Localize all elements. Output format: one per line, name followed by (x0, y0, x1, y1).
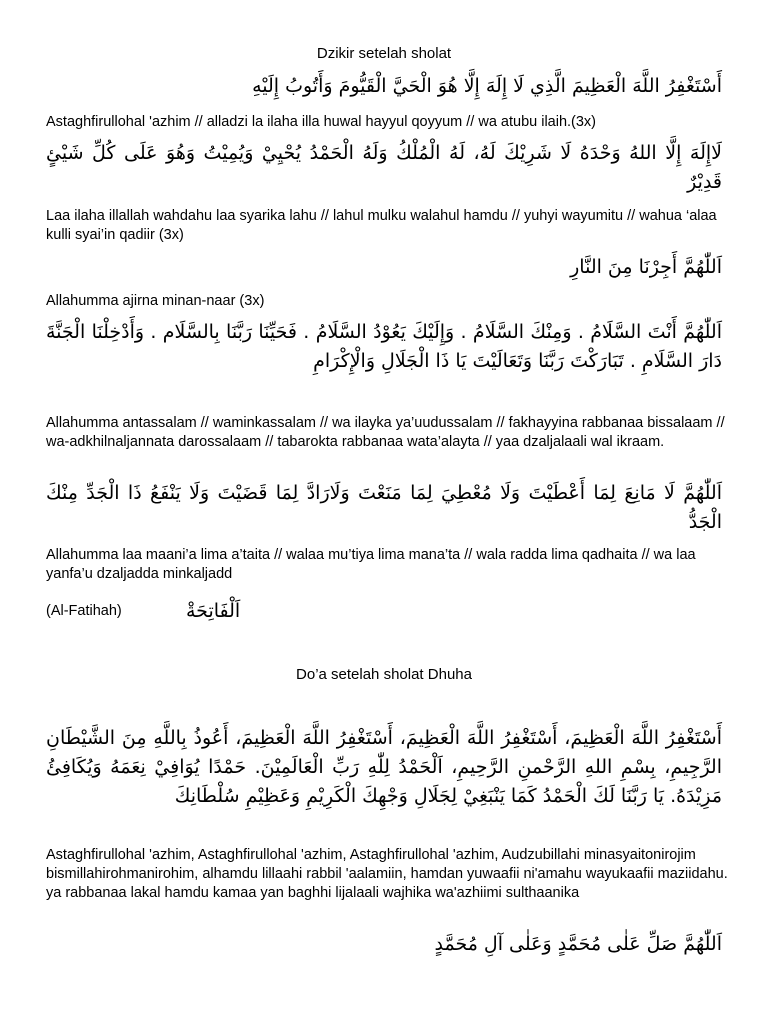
fatihah-arabic: اَلْفَاتِحَةْ (186, 600, 241, 622)
dzikir-2-arabic: لَاإِلَهَ إِلَّا اللهُ وَحْدَهُ لَا شَرِيْكَ لَهُ، لَهُ الْمُلْكُ وَلَهُ الْحَمْدُ يُحْيِيْ وَيُمِيْتُ وَهُوَ عَلَى كُلِّ شَيْئٍ قَدِيْرٌ (46, 142, 722, 193)
dzikir-4-latin: Allahumma antassalam // waminkassalam // wa ilayka ya’uudussalam // fakhayyina rabbanaa bissalaam // wa-adkhilnaljannata darossalaam // tabarokta rabbanaa wata’alayta // yaa dzaljalaali wal ikraam. (46, 415, 725, 450)
fatihah-latin: (Al-Fatihah) (46, 603, 122, 619)
dzikir-section-title: Dzikir setelah sholat (316, 45, 452, 62)
dhuha-1-arabic: أَسْتَغْفِرُ اللَّهَ الْعَظِيمَ، أَسْتَغْفِرُ اللَّهَ الْعَظِيمَ، أَسْتَغْفِرُ اللَّهَ الْعَظِيمَ، أَعُوذُ بِاللَّهِ مِنَ الشَّيْطَانِ الرَّجِيمِ، بِسْمِ اللهِ الرَّحْمنِ الرَّحِيمِ، اَلْحَمْدُ لِلّٰهِ رَبِّ الْعَالَمِيْنَ. حَمْدًا يُوَافِيْ نِعَمَهُ وَيُكَافِئُ مَزِيْدَهُ. يَا رَبَّنَا لَكَ الْحَمْدُ كَمَا يَنْبَغِيْ لِجَلَالِ وَجْهِكَ الْكَرِيْمِ وَعَظِيْمِ سُلْطَانِكَ (46, 727, 722, 807)
dhuha-2-arabic: اَللّٰهُمَّ صَلِّ عَلٰى مُحَمَّدٍ وَعَلٰى آلِ مُحَمَّدٍ (434, 933, 722, 955)
dzikir-4-arabic: اَللّٰهُمَّ أَنْتَ السَّلَامُ . وَمِنْكَ السَّلَامُ . وَإِلَيْكَ يَعُوْدُ السَّلَامُ . فَحَيِّنَا رَبَّنَا بِالسَّلَام . وَأَدْخِلْنَا الْجَنَّةَ دَارَ السَّلَامِ . تَبَارَكْتَ رَبَّنَا وَتَعَالَيْتَ يَا ذَا الْجَلَالِ وَالْإِكْرَامِ (46, 321, 722, 372)
dzikir-1-latin: Astaghfirullohal 'azhim // alladzi la ilaha illa huwal hayyul qoyyum // wa atubu ilaih.(3x) (46, 114, 597, 130)
dzikir-5-latin: Allahumma laa maani’a lima a’taita // walaa mu’tiya lima mana’ta // wala radda lima qadhaita // wa laa yanfa’u dzaljadda minkaljadd (46, 547, 696, 582)
dzikir-5-arabic: اَللّٰهُمَّ لَا مَانِعَ لِمَا أَعْطَيْتَ وَلَا مُعْطِيَ لِمَا مَنَعْتَ وَلَارَادَّ لِمَا قَضَيْتَ وَلَا يَنْفَعُ ذَا الْجَدِّ مِنْكَ الْجَدُّ (46, 482, 722, 533)
dzikir-2-latin: Laa ilaha illallah wahdahu laa syarika lahu // lahul mulku walahul hamdu // yuhyi wayumitu // wahua ‘alaa kulli syai’in qadiir (3x) (46, 208, 717, 243)
dzikir-1-arabic: أَسْتَغْفِرُ اللَّهَ الْعَظِيمَ الَّذِي لَا إِلَهَ إِلَّا هُوَ الْحَيَّ الْقَيُّومَ وَأَتُوبُ إِلَيْهِ (252, 75, 722, 97)
dhuha-section-title: Do’a setelah sholat Dhuha (296, 666, 472, 683)
dzikir-3-latin: Allahumma ajirna minan-naar (3x) (46, 293, 265, 309)
fatihah-row (46, 598, 346, 626)
dhuha-1-latin: Astaghfirullohal 'azhim, Astaghfirullohal 'azhim, Astaghfirullohal 'azhim, Audzubillahi minasyaitonirojim bismillahirohmanirohim, alhamdu lillaahi rabbil 'aalamiin, hamdan yuwaafii ni'amahu wayukaafii maziidahu. ya rabbanaa lakal hamdu kamaa yan baghhi lijalaali wajhika wa'azhiimi sulthaanika (46, 847, 728, 901)
dzikir-3-arabic: اَللّٰهُمَّ أَجِرْنَا مِنَ النَّارِ (570, 256, 722, 278)
